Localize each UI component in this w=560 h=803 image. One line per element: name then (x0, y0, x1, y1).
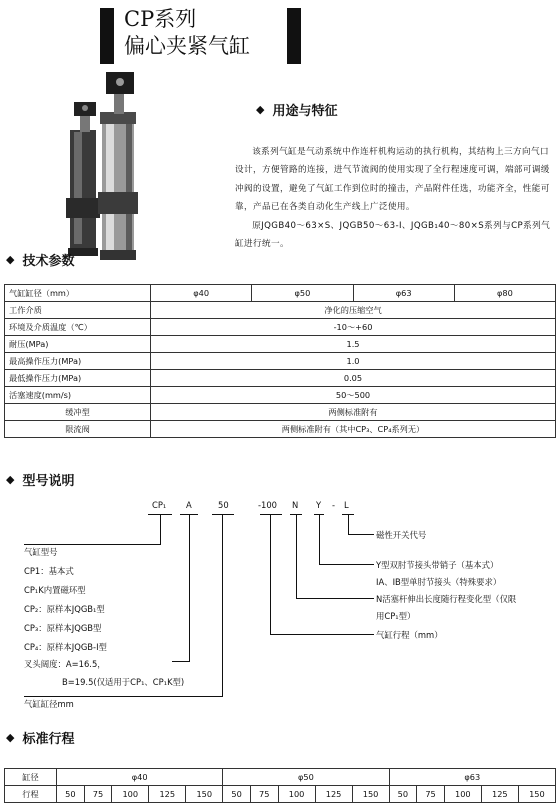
leader-line (319, 514, 320, 564)
table-row (5, 387, 556, 404)
param-label: 缓冲型 (5, 404, 151, 421)
bore-cell: φ80 (454, 285, 555, 302)
param-value: 1.0 (151, 353, 556, 370)
stroke-cell: 75 (250, 786, 278, 803)
intro-para-2: 原JQGB40～63×S、JQGB50～63-Ⅰ、JQGB₁40～80×S系列与CP系列气缸进行统一。 (235, 220, 551, 250)
model-left-label: CP1：基本式 (24, 566, 74, 576)
model-left-label: 气缸缸径mm (24, 699, 74, 709)
code-l: L (344, 500, 349, 510)
underline (260, 514, 282, 515)
model-left-label: CP₂：原样本JQGB₁型 (24, 604, 105, 614)
title-bracket-right (287, 8, 301, 64)
model-heading (6, 470, 74, 489)
model-left-label: CP₃：原样本JQGB型 (24, 623, 102, 633)
stroke-table (4, 768, 556, 803)
model-left-label: 叉头阔度：A=16.5， (24, 659, 106, 669)
intro-heading-text: 用途与特征 (272, 104, 338, 119)
param-label: 工作介质 (5, 302, 151, 319)
stroke-cell: 150 (186, 786, 223, 803)
param-label: 耐压(MPa) (5, 336, 151, 353)
param-value: 两侧标准附有 (151, 404, 556, 421)
stroke-heading (6, 728, 74, 747)
title-bracket-left (100, 8, 114, 64)
leader-line (160, 514, 161, 544)
stroke-cell: 50 (223, 786, 251, 803)
param-value: -10～+60 (151, 319, 556, 336)
model-right-label: 磁性开关代号 (376, 530, 427, 540)
leader-line (24, 696, 223, 697)
stroke-cell: 50 (57, 786, 85, 803)
underline (212, 514, 234, 515)
leader-line (296, 598, 374, 599)
model-left-label: CP₁K内置磁环型 (24, 585, 86, 595)
model-heading-text: 型号说明 (22, 474, 75, 489)
model-left-label: CP₄：原样本JQGB-Ⅰ型 (24, 642, 107, 652)
model-left-label: 气缸型号 (24, 547, 58, 557)
diamond-icon: ◆ (6, 253, 15, 266)
leader-line (270, 514, 271, 634)
diamond-icon: ◆ (6, 473, 15, 486)
table-row (5, 336, 556, 353)
param-value: 50～500 (151, 387, 556, 404)
model-diagram (0, 490, 560, 709)
stroke-heading-text: 标准行程 (22, 732, 75, 747)
leader-line (24, 544, 161, 545)
code-y: Y (316, 500, 322, 510)
stroke-cell: 150 (352, 786, 389, 803)
param-label: 最低操作压力(MPa) (5, 370, 151, 387)
bore-cell: φ50 (252, 285, 353, 302)
model-right-label: IA、IB型单肘节接头（特殊要求） (376, 577, 502, 587)
table-row (5, 370, 556, 387)
code-fork: A (186, 500, 192, 510)
intro-para-1: 该系列气缸是气动系统中作连杆机构运动的执行机构，其结构上三方向气口设计，方便管路的连接，进气节流阀的使用实现了全行程速度可调，端部可调缓冲阀的设置，避免了气缸工作到位时的撞击，产品附件任选，功能齐全，性能可靠，产品已在各类自动化生产线上广泛使用。 (235, 147, 550, 213)
param-label: 限流阀 (5, 421, 151, 438)
stroke-cell: 75 (84, 786, 112, 803)
table-row (5, 302, 556, 319)
param-label: 环境及介质温度（℃） (5, 319, 151, 336)
bore-cell: φ50 (223, 769, 389, 786)
model-right-label: Y型双肘节接头带销子（基本式） (376, 560, 499, 570)
table-row (5, 319, 556, 336)
param-value: 净化的压缩空气 (151, 302, 556, 319)
table-row (5, 353, 556, 370)
intro-heading (256, 100, 337, 119)
stroke-cell: 150 (518, 786, 555, 803)
param-value: 两侧标准附有（其中CP₃、CP₄系列无） (151, 421, 556, 438)
stroke-cell: 125 (315, 786, 352, 803)
table-row (5, 285, 556, 302)
stroke-cell: 75 (417, 786, 445, 803)
leader-line (270, 634, 374, 635)
model-right-label: 气缸行程（mm） (376, 630, 443, 640)
diamond-icon: ◆ (6, 731, 15, 744)
table-row (5, 769, 556, 786)
bore-label-cell: 气缸缸径（mm） (5, 285, 151, 302)
param-label: 活塞速度(mm/s) (5, 387, 151, 404)
model-right-label: N活塞杆伸出长度随行程变化型（仅限 (376, 594, 517, 604)
stroke-cell: 100 (444, 786, 481, 803)
bore-cell: φ40 (151, 285, 252, 302)
leader-line (222, 514, 223, 696)
intro-paragraph (235, 143, 551, 253)
model-right-label: 用CP₁型） (376, 611, 416, 621)
bore-label-cell: 缸径 (5, 769, 57, 786)
stroke-cell: 50 (389, 786, 417, 803)
bore-cell: φ63 (353, 285, 454, 302)
param-value: 1.5 (151, 336, 556, 353)
stroke-label-cell: 行程 (5, 786, 57, 803)
stroke-cell: 100 (278, 786, 315, 803)
code-bore: 50 (218, 500, 229, 510)
leader-line (296, 514, 297, 598)
stroke-cell: 125 (149, 786, 186, 803)
stroke-cell: 100 (112, 786, 149, 803)
code-dash: - (332, 500, 336, 510)
code-n: N (292, 500, 299, 510)
title-line-1: CP系列 (124, 7, 197, 31)
param-label: 最高操作压力(MPa) (5, 353, 151, 370)
leader-line (348, 514, 349, 534)
bore-cell: φ63 (389, 769, 555, 786)
tech-heading-text: 技术参数 (22, 254, 75, 269)
leader-line (172, 661, 190, 662)
table-row (5, 421, 556, 438)
page-title (124, 6, 250, 60)
tech-table (4, 284, 556, 438)
stroke-cell: 125 (481, 786, 518, 803)
table-row (5, 786, 556, 803)
leader-line (319, 564, 374, 565)
param-value: 0.05 (151, 370, 556, 387)
cylinder-photo (62, 72, 162, 262)
model-left-label: B=19.5(仅适用于CP₁、CP₁K型) (62, 677, 185, 687)
leader-line (189, 514, 190, 662)
code-stroke: -100 (258, 500, 278, 510)
code-series: CP₁ (152, 500, 167, 510)
title-line-2: 偏心夹紧气缸 (124, 34, 250, 58)
diamond-icon: ◆ (256, 103, 265, 116)
bore-cell: φ40 (57, 769, 223, 786)
tech-heading (6, 250, 74, 269)
table-row (5, 404, 556, 421)
leader-line (348, 534, 374, 535)
